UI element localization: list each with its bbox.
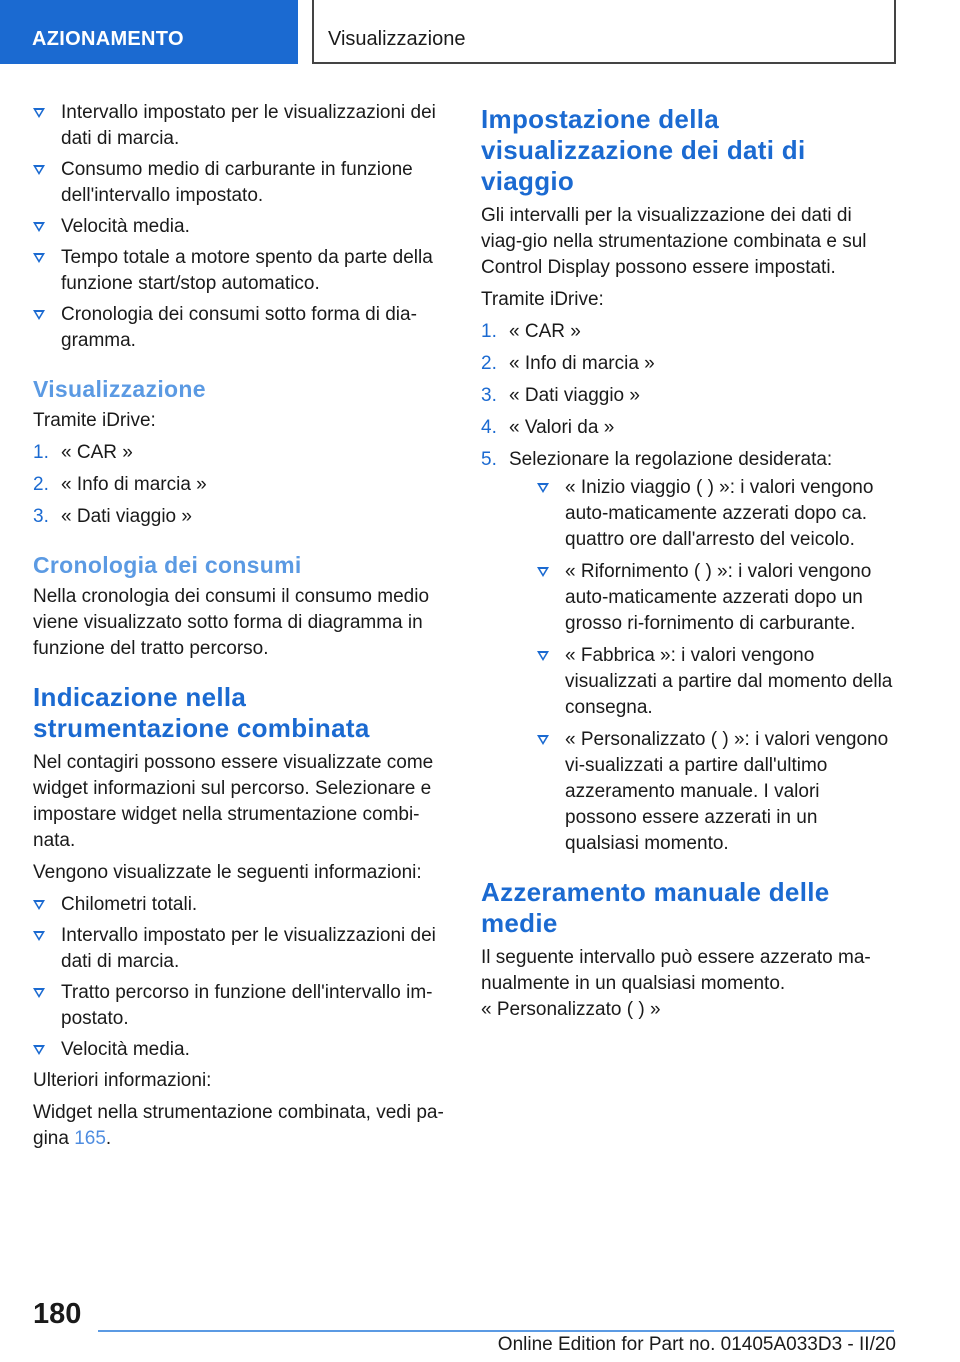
right-column [481,100,895,1029]
step-item: 2. « Info di marcia » [481,353,655,374]
bullet-triangle-icon [33,1045,45,1055]
step-item: 4. « Valori da » [481,417,615,438]
intro-bullet-list [33,100,445,354]
step-item: 3. « Dati viaggio » [481,385,640,406]
bullet-triangle-icon [33,931,45,941]
list-item: Velocità media. [33,1037,445,1063]
bullet-triangle-icon [537,735,549,745]
bullet-triangle-icon [33,253,45,263]
list-item: Chilometri totali. [33,892,445,918]
step-item: 5. Selezionare la regolazione desiderata: « Inizio viaggio ( ) »: i valori vengono auto-maticamente azzerati dopo ca. quattro ore dall'arresto del veicolo. « Rifornimento ( ) »: i valori vengono auto-maticamente azzerati dopo un grosso ri-fornimento di carburante. « Fabbrica »: i valori vengono visualizzati a partire dal momento della consegna. « Personalizzato ( ) »: i valori vengono vi-sualizzati a partire dall'ultimo azzeramento manuale. I valori possono essere azzerati in un qualsiasi momento. [481,447,895,857]
list-item: Tempo totale a motore spento da parte della funzione start/stop automatico. [33,245,445,297]
bullet-triangle-icon [33,900,45,910]
step-item: 1. « CAR » [481,321,581,342]
page-header-title: Visualizzazione [312,0,896,64]
heading-azzeramento: Azzeramento manuale delle medie [481,877,830,938]
bullet-triangle-icon [537,483,549,493]
azzeramento-value: « Personalizzato ( ) » [481,999,661,1020]
heading-cronologia: Cronologia dei consumi [33,552,302,578]
idrive-intro: Tramite iDrive: [481,289,604,310]
heading-visualizzazione: Visualizzazione [33,376,206,402]
bullet-triangle-icon [33,310,45,320]
idrive-steps [33,440,445,530]
bullet-triangle-icon [33,988,45,998]
list-item: « Fabbrica »: i valori vengono visualizzati a partire dal momento della consegna. [537,643,895,721]
info-bullet-list [33,892,445,1063]
list-item: Cronologia dei consumi sotto forma di dia-gramma. [33,302,445,354]
page-link[interactable]: 165 [74,1128,106,1149]
list-item: « Inizio viaggio ( ) »: i valori vengono auto-maticamente azzerati dopo ca. quattro ore dall'arresto del veicolo. [537,475,895,553]
azzeramento-text: Il seguente intervallo può essere azzerato ma-nualmente in un qualsiasi momento. [481,947,871,994]
list-item: « Personalizzato ( ) »: i valori vengono vi-sualizzati a partire dall'ultimo azzeramento manuale. I valori possono essere azzerati in un qualsiasi momento. [537,727,895,857]
bullet-triangle-icon [33,108,45,118]
bullet-triangle-icon [33,165,45,175]
heading-indicazione: Indicazione nella strumentazione combinata [33,682,370,743]
list-item: Consumo medio di carburante in funzione dell'intervallo impostato. [33,157,445,209]
list-item: Intervallo impostato per le visualizzazioni dei dati di marcia. [33,100,445,152]
list-item: Intervallo impostato per le visualizzazioni dei dati di marcia. [33,923,445,975]
info-list-intro: Vengono visualizzate le seguenti informazioni: [33,862,422,883]
impostazione-text: Gli intervalli per la visualizzazione dei dati di viag-gio nella strumentazione combinata e sul Control Display possono essere impostati. [481,205,867,278]
cronologia-text: Nella cronologia dei consumi il consumo medio viene visualizzato sotto forma di diagramma in funzione del tratto percorso. [33,586,430,659]
page-number: 180 [33,1298,82,1330]
heading-impostazione: Impostazione della visualizzazione dei dati di viaggio [481,104,806,196]
list-item: Velocità media. [33,214,445,240]
step-item: 2. « Info di marcia » [33,474,207,495]
step-item: 1. « CAR » [33,442,133,463]
edition-footer: Online Edition for Part no. 01405A033D3 - II/20 [497,1334,896,1355]
bullet-triangle-icon [537,651,549,661]
left-column [33,100,445,1158]
indicazione-text: Nel contagiri possono essere visualizzate come widget informazioni sul percorso. Selezionare e impostare widget nella strumentazione combi-nata. [33,752,434,851]
bullet-triangle-icon [33,222,45,232]
option-list [537,475,895,857]
widget-reference: Widget nella strumentazione combinata, vedi pa-gina 165. [33,1102,444,1149]
footer-divider [98,1330,894,1332]
idrive-steps [481,319,895,857]
section-tab: AZIONAMENTO [0,0,298,64]
step-item: 3. « Dati viaggio » [33,506,192,527]
list-item: « Rifornimento ( ) »: i valori vengono auto-maticamente azzerati dopo un grosso ri-fornimento di carburante. [537,559,895,637]
bullet-triangle-icon [537,567,549,577]
more-info-label: Ulteriori informazioni: [33,1070,212,1091]
list-item: Tratto percorso in funzione dell'intervallo im-postato. [33,980,445,1032]
idrive-intro: Tramite iDrive: [33,410,156,431]
